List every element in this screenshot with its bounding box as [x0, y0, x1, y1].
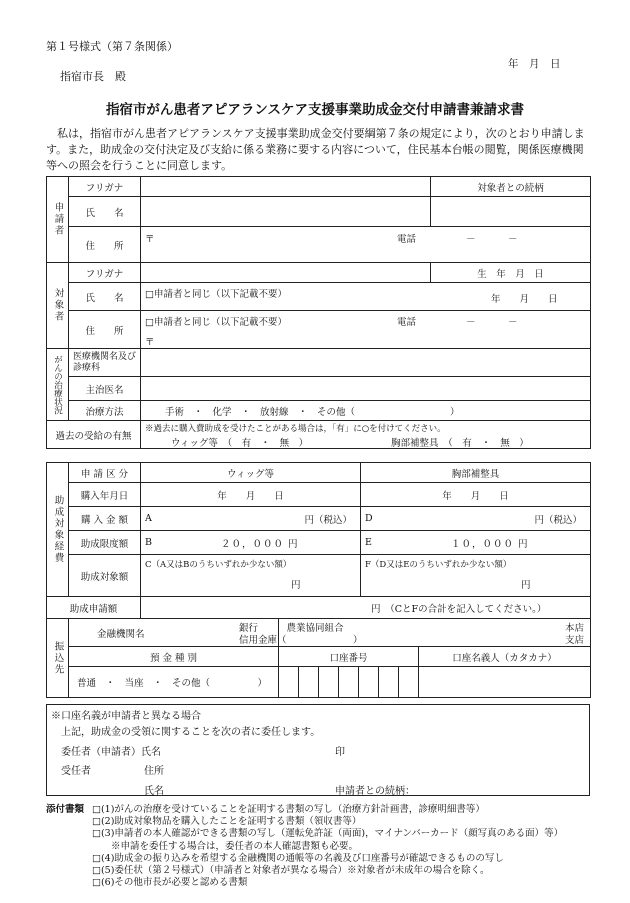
f-unit: 円: [521, 580, 531, 591]
delegatee-label: 受任者: [61, 766, 91, 777]
applicant-section: 申請者: [47, 177, 69, 263]
target-section: 対象者: [47, 263, 69, 349]
bank-field[interactable]: [239, 619, 591, 647]
attachments-head: 添付書類: [46, 804, 85, 815]
institution-field[interactable]: [141, 349, 591, 377]
attachment-item[interactable]: □(2)助成対象物品を購入したことを証明する書類（領収書等）: [92, 816, 362, 828]
c-unit: 円: [291, 580, 301, 591]
expense-table: [46, 462, 591, 619]
c-text: C（A又はBのうちいずれか少ない額）: [145, 560, 292, 570]
deposit-type-label: 預 金 種 別: [69, 647, 279, 667]
delegatee-name-label: 氏名: [144, 786, 164, 797]
relation-field[interactable]: [431, 197, 591, 227]
same-address-check[interactable]: □申請者と同じ（以下記載不要）: [145, 317, 287, 328]
breast-date[interactable]: 年 月 日: [361, 483, 591, 507]
applicant-address-label: 住 所: [69, 227, 141, 263]
bank-label: 金融機関名: [69, 619, 279, 647]
method-options[interactable]: 手術 ・ 化学 ・ 放射線 ・ その他（ ）: [141, 401, 591, 421]
transfer-section: 振込先: [47, 619, 69, 698]
attachment-item[interactable]: □(3)申請者の本人確認ができる書類の写し（運転免許証（両面)，マイナンバーカード（顔写真のある面）等）: [92, 828, 564, 840]
purchase-date-label: 購入年月日: [69, 483, 141, 507]
applicant-furigana-label: フリガナ: [69, 177, 141, 197]
holder-field[interactable]: [419, 667, 591, 698]
purchase-amount-label: 購 入 金 額: [69, 507, 141, 531]
form-number: 第１号様式（第７条関係）: [46, 40, 178, 53]
target-name-label: 氏 名: [69, 283, 141, 311]
category-breast: 胸部補整具: [361, 463, 591, 483]
same-name-check[interactable]: □申請者と同じ（以下記載不要）: [145, 289, 287, 300]
page-title: 指宿市がん患者アピアランスケア支援事業助成金交付申請書兼請求書: [105, 102, 525, 118]
target-address-field[interactable]: [141, 311, 591, 349]
phone-dashes: － －: [466, 234, 519, 245]
amount-a[interactable]: [141, 507, 361, 531]
attachment-note: ※申請を委任する場合は，委任者の本人確認書類も必要。: [92, 840, 359, 852]
past-label: 過去の受給の有無: [47, 421, 141, 449]
treatment-section: がんの治療状況: [47, 349, 69, 421]
transfer-table: [46, 618, 591, 698]
a-unit: 円（税込）: [304, 515, 352, 526]
target-phone-dashes: － －: [466, 317, 519, 328]
apply-amount-field[interactable]: 円 （CとFの合計を記入してください。）: [141, 597, 591, 619]
applicant-furigana-field[interactable]: [141, 177, 431, 197]
e-mark: E: [365, 537, 372, 548]
relation-to-applicant: 申請者との続柄：: [335, 786, 415, 797]
birth-date: 年 月 日: [491, 294, 558, 305]
target-furigana-field[interactable]: [141, 263, 431, 283]
limit-e: [361, 531, 591, 555]
d-unit: 円（税込）: [534, 515, 582, 526]
d-mark: D: [365, 513, 373, 524]
applicant-address-field[interactable]: [141, 227, 591, 263]
bank-line2: 信用金庫（ ）: [239, 635, 363, 646]
birth-label: 生 年 月 日: [431, 263, 591, 283]
branch-sub: 支店: [564, 635, 584, 646]
past-wig[interactable]: ウィッグ等 （ 有 ・ 無 ）: [171, 438, 309, 449]
deposit-options[interactable]: 普通 ・ 当座 ・ その他（ ）: [69, 667, 279, 698]
amount-d[interactable]: [361, 507, 591, 531]
target-postal-mark: 〒: [145, 337, 155, 348]
attachments: [46, 804, 606, 889]
delegator-label: 委任者（申請者）氏名: [61, 747, 161, 758]
past-note: ※過去に購入費助成を受けたことがある場合は，「有」に○を付けてください。: [145, 424, 446, 434]
attachment-item[interactable]: □(6)その他市長が必要と認める書類: [92, 877, 248, 889]
category-wig: ウィッグ等: [141, 463, 361, 483]
target-amount-label: 助成対象額: [69, 555, 141, 597]
intro-text: 私は，指宿市がん患者アピアランスケア支援事業助成金交付要綱第７条の規定により，次のとおり申請します。また，助成金の交付決定及び支給に係る業務に要する内容について，住民基本台帳の閲覧，関係医療機関等への照会を行うことに同意します。: [46, 127, 585, 172]
proxy-text: 上記，助成金の受領に関することを次の者に委任します。: [61, 727, 321, 738]
amount-f[interactable]: [361, 555, 591, 597]
e-value: １０，０００ 円: [451, 539, 529, 550]
applicant-name-field[interactable]: [141, 197, 431, 227]
past-breast[interactable]: 胸部補整具 （ 有 ・ 無 ）: [391, 438, 529, 449]
apply-amount-label: 助成申請額: [47, 597, 141, 619]
attachment-item[interactable]: □(4)助成金の振り込みを希望する金融機関の通帳等の名義及び口座番号が確認できるものの写し: [92, 852, 504, 864]
attachment-item[interactable]: □(1)がんの治療を受けていることを証明する書類の写し（治療方針計画書，診療明細書等）: [92, 804, 485, 815]
expense-section: 助成対象経費: [47, 463, 69, 597]
amount-c[interactable]: [141, 555, 361, 597]
wig-date[interactable]: 年 月 日: [141, 483, 361, 507]
relation-label: 対象者との続柄: [431, 177, 591, 197]
account-no-cells[interactable]: [279, 667, 419, 698]
attachment-item[interactable]: □(5)委任状（第２号様式）（申請者と対象者が異なる場合）※対象者が未成年の場合を除く。: [92, 865, 490, 877]
b-mark: B: [145, 537, 152, 548]
doctor-field[interactable]: [141, 377, 591, 401]
postal-mark: 〒: [145, 234, 155, 245]
category-label: 申 請 区 分: [69, 463, 141, 483]
phone-label: 電話: [397, 234, 417, 245]
method-label: 治療方法: [69, 401, 141, 421]
addressee: 指宿市長 殿: [60, 70, 126, 83]
past-field[interactable]: [141, 421, 591, 449]
applicant-table: [46, 176, 591, 449]
institution-label: 医療機関名及び診療科: [69, 349, 141, 377]
holder-label: 口座名義人（カタカナ）: [419, 647, 591, 667]
proxy-box: [46, 704, 590, 796]
header-date: 年 月 日: [508, 58, 561, 70]
limit-b: [141, 531, 361, 555]
branch-main: 本店: [564, 623, 584, 634]
f-text: F（D又はEのうちいずれか少ない額）: [365, 560, 512, 570]
account-no-label: 口座番号: [279, 647, 419, 667]
a-mark: A: [145, 513, 152, 524]
target-address-label: 住 所: [69, 311, 141, 349]
target-name-field[interactable]: [141, 283, 591, 311]
target-phone-label: 電話: [397, 317, 417, 328]
bank-line1: 銀行 農業協同組合: [239, 623, 344, 634]
attachments-list: [92, 804, 563, 889]
b-value: ２０，０００ 円: [221, 539, 299, 550]
proxy-note: ※口座名義が申請者と異なる場合: [51, 711, 201, 722]
doctor-label: 主治医名: [69, 377, 141, 401]
target-furigana-label: フリガナ: [69, 263, 141, 283]
limit-label: 助成限度額: [69, 531, 141, 555]
applicant-name-label: 氏 名: [69, 197, 141, 227]
delegatee-address-label: 住所: [144, 766, 164, 777]
seal-mark: 印: [335, 747, 345, 758]
